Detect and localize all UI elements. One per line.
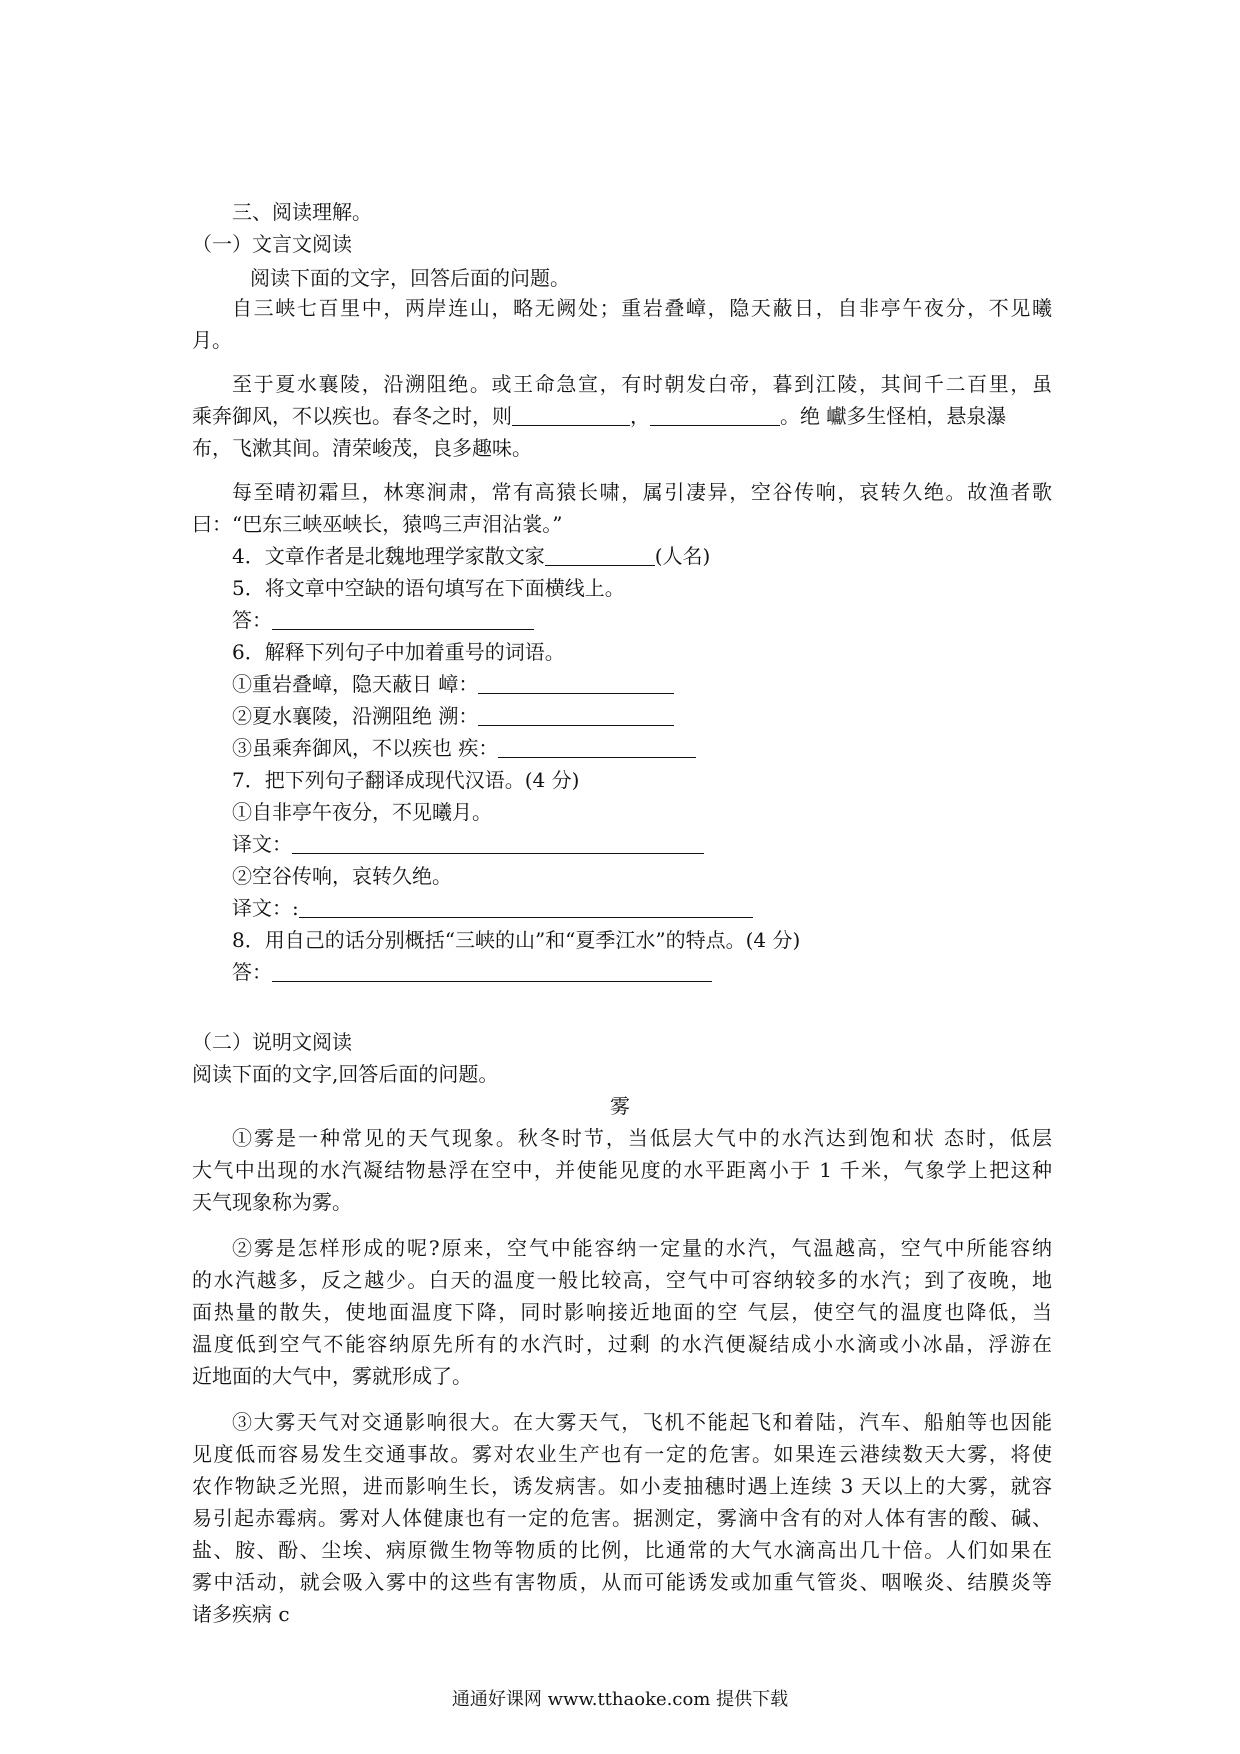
question-8: 8．用自己的话分别概括“三峡的山”和“夏季江水”的特点。(4 分) bbox=[232, 928, 801, 952]
classical-p3-line2: 曰：“巴东三峡巫峡长，猿鸣三声泪沾裳。” bbox=[192, 512, 563, 536]
classical-p1-line2: 月。 bbox=[192, 328, 232, 352]
translation-label: 译文： bbox=[232, 832, 292, 856]
classical-p2-line2-sep: ， bbox=[630, 404, 650, 428]
question-5-answer bbox=[232, 604, 534, 637]
article-p3-line3: 农作物缺乏光照，进而影响生长，诱发病害。如小麦抽穗时遇上连续 3 天以上的大雾，就容 bbox=[192, 1474, 1052, 1498]
article-p3-line2: 见度低而容易发生交通事故。雾对农业生产也有一定的危害。如果连云港续数天大雾，将使 bbox=[192, 1442, 1052, 1466]
classical-p2-line1: 至于夏水襄陵，沿溯阻绝。或王命急宣，有时朝发白帝，暮到江陵，其间千二百里，虽 bbox=[232, 372, 1052, 396]
question-6-item-1-text: ①重岩叠嶂，隐天蔽日 嶂： bbox=[232, 672, 479, 696]
article-p2-line4: 温度低到空气不能容纳原先所有的水汽时，过剩 的水汽便凝结成小水滴或小冰晶，浮游在 bbox=[192, 1332, 1052, 1356]
article-p3-line5: 盐、胺、酚、尘埃、病原微生物等物质的比例，比通常的大气水滴高出几十倍。人们如果在 bbox=[192, 1538, 1052, 1562]
translation-label: 译文：: bbox=[232, 896, 299, 920]
article-p2-line3: 面热量的散失，使地面温度下降，同时影响接近地面的空 气层，使空气的温度也降低，当 bbox=[192, 1300, 1052, 1324]
question-6: 6．解释下列句子中加着重号的词语。 bbox=[232, 640, 565, 664]
article-p1-line3: 天气现象称为雾。 bbox=[192, 1190, 352, 1214]
question-6-item-3-text: ③虽乘奔御风，不以疾也 疾： bbox=[232, 736, 499, 760]
question-7-item-1-translation bbox=[232, 828, 704, 861]
question-4-text: 4．文章作者是北魏地理学家散文家 bbox=[232, 544, 545, 568]
question-8-answer bbox=[232, 956, 712, 989]
answer-line-q4 bbox=[545, 543, 655, 566]
article-p2-line5: 近地面的大气中，雾就形成了。 bbox=[192, 1364, 472, 1388]
article-p2-line2: 的水汽越多，反之越少。白天的温度一般比较高，空气中可容纳较多的水汽；到了夜晚，地 bbox=[192, 1268, 1052, 1292]
article-p3-line6: 雾中活动，就会吸入雾中的这些有害物质，从而可能诱发或加重气管炎、咽喉炎、结膜炎等 bbox=[192, 1570, 1052, 1594]
article-p2-line1: ②雾是怎样形成的呢?原来，空气中能容纳一定量的水汽，气温越高，空气中所能容纳 bbox=[232, 1236, 1052, 1260]
answer-line-q5 bbox=[272, 607, 534, 630]
article-p1-line2: 大气中出现的水汽凝结物悬浮在空中，并使能见度的水平距离小于 1 千米，气象学上把这种 bbox=[192, 1158, 1052, 1182]
question-4-note: (人名) bbox=[654, 544, 711, 568]
answer-line-q6-1 bbox=[478, 671, 674, 694]
question-7-item-1: ①自非亭午夜分，不见曦月。 bbox=[232, 800, 492, 824]
part2-heading: （二）说明文阅读 bbox=[192, 1030, 352, 1054]
question-6-item-2 bbox=[232, 700, 674, 733]
question-6-item-1 bbox=[232, 668, 674, 701]
page-footer: 通通好课网 www.tthaoke.com 提供下载 bbox=[451, 1689, 789, 1710]
classical-p2-line2-a: 乘奔御风，不以疾也。春冬之时，则 bbox=[192, 404, 512, 428]
question-5: 5．将文章中空缺的语句填写在下面横线上。 bbox=[232, 576, 625, 600]
blank-line-2 bbox=[650, 403, 780, 426]
blank-line-1 bbox=[512, 403, 630, 426]
classical-p1-line1: 自三峡七百里中，两岸连山，略无阙处；重岩叠嶂，隐天蔽日，自非亭午夜分，不见曦 bbox=[232, 296, 1052, 320]
part2-instruction: 阅读下面的文字,回答后面的问题。 bbox=[192, 1062, 499, 1086]
answer-line-q8 bbox=[272, 959, 712, 982]
question-7-item-2-translation bbox=[232, 892, 753, 925]
question-7: 7．把下列句子翻译成现代汉语。(4 分) bbox=[232, 768, 580, 792]
classical-p3-line1: 每至晴初霜旦，林寒涧肃，常有高猿长啸，属引凄异，空谷传响，哀转久绝。故渔者歌 bbox=[232, 480, 1052, 504]
classical-p2-line3: 布，飞漱其间。清荣峻茂，良多趣味。 bbox=[192, 436, 532, 460]
answer-line-q6-3 bbox=[498, 735, 696, 758]
article-p3-line4: 易引起赤霉病。雾对人体健康也有一定的危害。据测定，雾滴中含有的对人体有害的酸、碱、 bbox=[192, 1506, 1052, 1530]
answer-label: 答： bbox=[232, 608, 272, 632]
answer-line-q7-1 bbox=[292, 831, 704, 854]
classical-p2-line2-b: 。绝 巘多生怪柏，悬泉瀑 bbox=[780, 404, 1007, 428]
article-title: 雾 bbox=[610, 1094, 630, 1118]
part1-heading: （一）文言文阅读 bbox=[192, 232, 352, 256]
article-p3-line7: 诸多疾病 c bbox=[192, 1602, 290, 1626]
answer-line-q7-2 bbox=[299, 895, 753, 918]
answer-label: 答： bbox=[232, 960, 272, 984]
classical-p2-line2 bbox=[192, 400, 1006, 433]
question-4 bbox=[232, 540, 710, 573]
part1-instruction: 阅读下面的文字，回答后面的问题。 bbox=[250, 266, 570, 290]
article-p3-line1: ③大雾天气对交通影响很大。在大雾天气，飞机不能起飞和着陆，汽车、船舶等也因能 bbox=[232, 1410, 1052, 1434]
answer-line-q6-2 bbox=[478, 703, 674, 726]
section-heading: 三、阅读理解。 bbox=[232, 200, 372, 224]
article-p1-line1: ①雾是一种常见的天气现象。秋冬时节，当低层大气中的水汽达到饱和状 态时，低层 bbox=[232, 1126, 1052, 1150]
question-7-item-2: ②空谷传响，哀转久绝。 bbox=[232, 864, 452, 888]
question-6-item-2-text: ②夏水襄陵，沿溯阻绝 溯： bbox=[232, 704, 479, 728]
question-6-item-3 bbox=[232, 732, 696, 765]
